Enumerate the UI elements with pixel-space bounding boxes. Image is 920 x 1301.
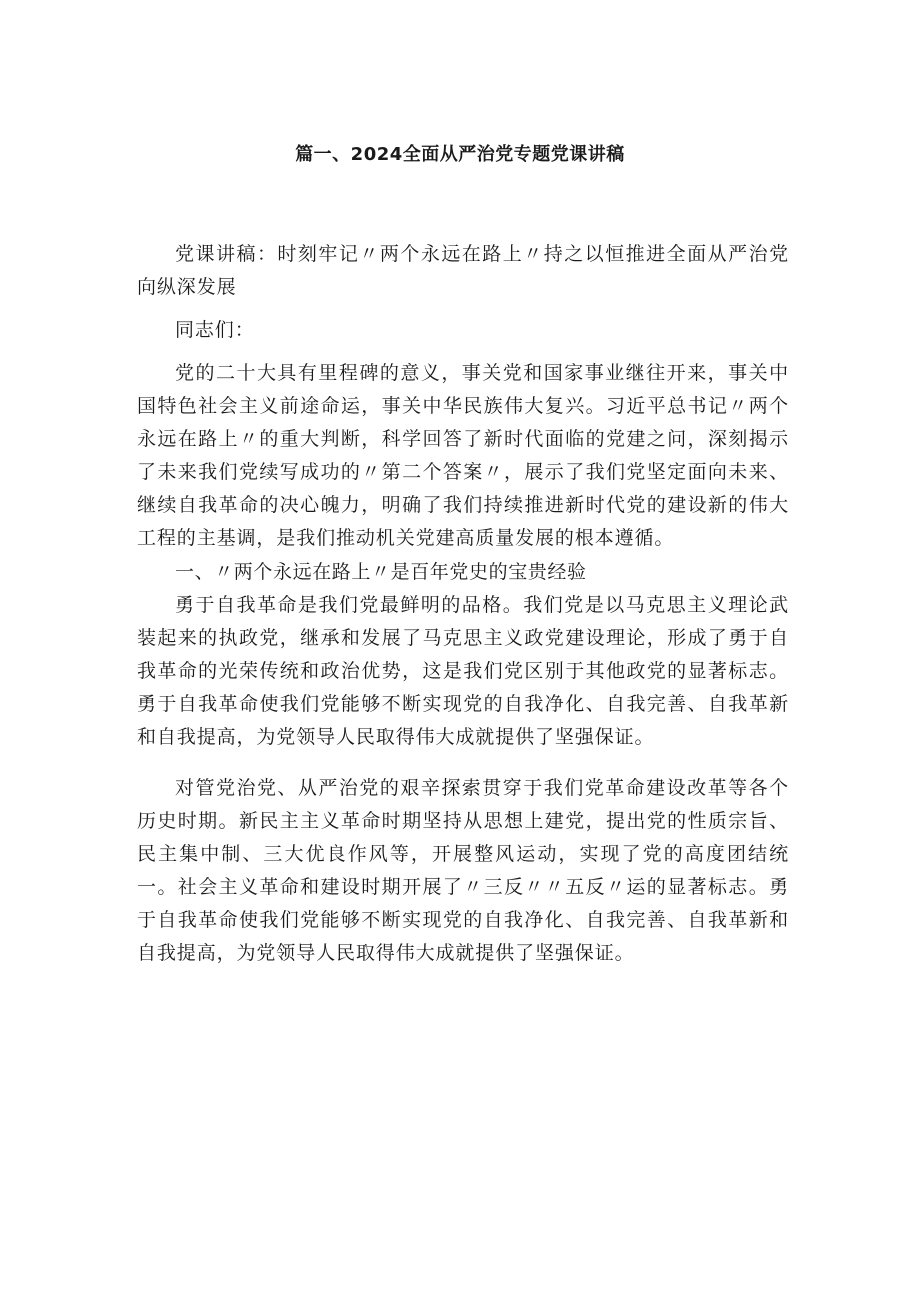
document-title: 篇一、2024全面从严治党专题党课讲稿 — [295, 144, 625, 165]
greeting: 同志们： — [175, 319, 255, 341]
paragraph: 对管党治党、从严治党的艰辛探索贯穿于我们党革命建设改革等各个历史时期。新民主主义革命时期坚持从思想上建党，提出党的性质宗旨、民主集中制、三大优良作风等，开展整风运动，实现了党的高度团结统一。社会主义革命和建设时期开展了〃三反〃〃五反〃运的显著标志。勇于自我革命使我们党能够不断实现党的自我净化、自我完善、自我革新和自我提高，为党领导人民取得伟大成就提供了坚强保证。 — [137, 777, 789, 964]
document-body — [137, 238, 789, 971]
paragraph: 勇于自我革命是我们党最鲜明的品格。我们党是以马克思主义理论武装起来的执政党，继承和发展了马克思主义政党建设理论，形成了勇于自我革命的光荣传统和政治优势，这是我们党区别于其他政党的显著标志。勇于自我革命使我们党能够不断实现党的自我净化、自我完善、自我革新和自我提高，为党领导人民取得伟大成就提供了坚强保证。 — [137, 594, 789, 748]
paragraph: 党的二十大具有里程碑的意义，事关党和国家事业继往开来，事关中国特色社会主义前途命运，事关中华民族伟大复兴。习近平总书记〃两个永远在路上〃的重大判断，科学回答了新时代面临的党建之问，深刻揭示了未来我们党续写成功的〃第二个答案〃，展示了我们党坚定面向未来、继续自我革命的决心魄力，明确了我们持续推进新时代党的建设新的伟大工程的主基调，是我们推动机关党建高质量发展的根本遵循。 — [137, 362, 789, 549]
section-heading: 一、〃两个永远在路上〃是百年党史的宝贵经验 — [175, 561, 587, 583]
document-subtitle: 党课讲稿：时刻牢记〃两个永远在路上〃持之以恒推进全面从严治党向纵深发展 — [137, 243, 789, 298]
